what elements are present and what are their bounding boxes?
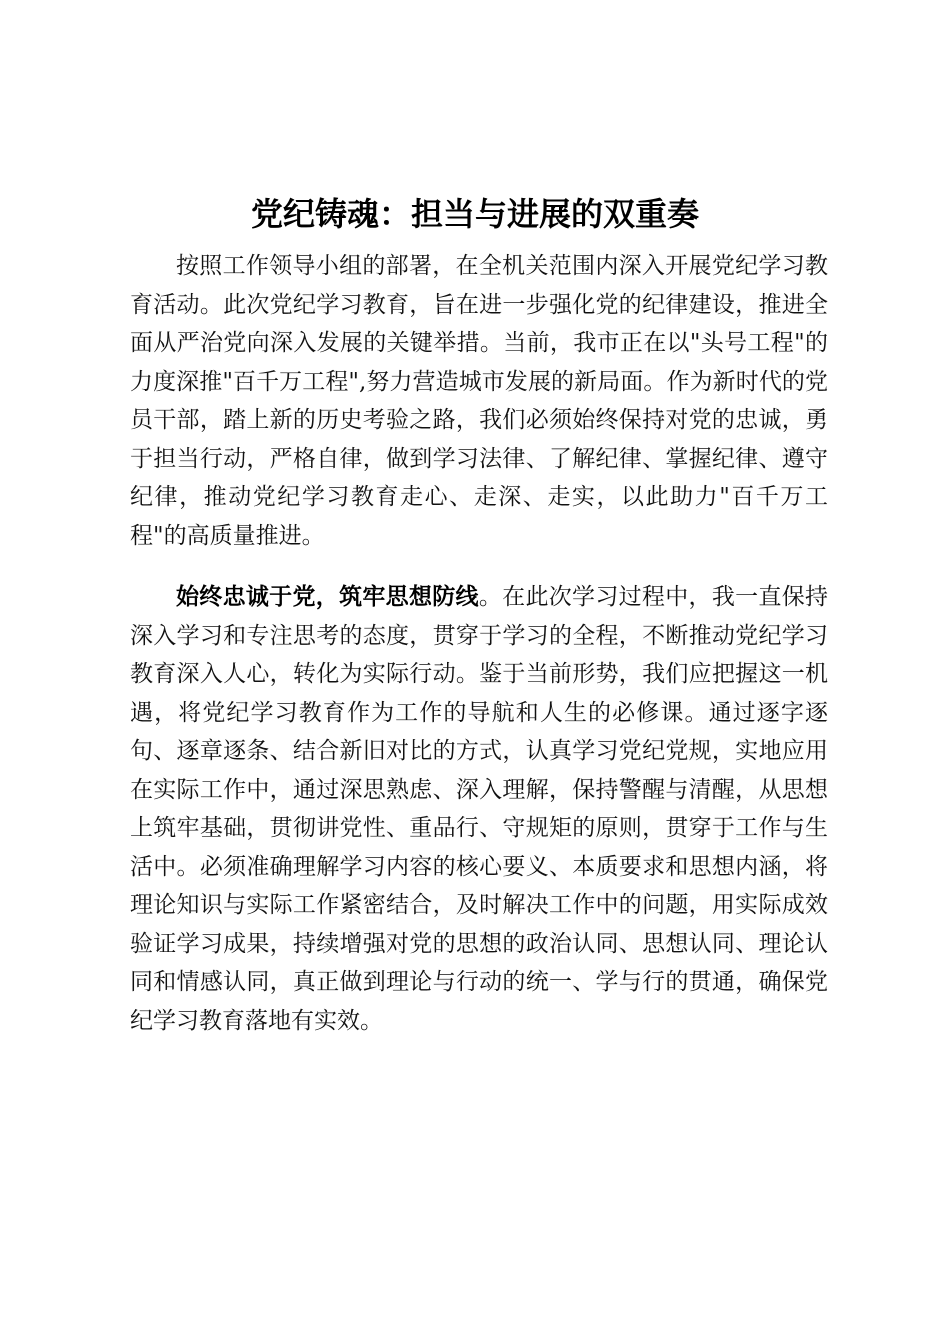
paragraph-loyalty-text: 。在此次学习过程中，我一直保持深入学习和专注思考的态度，贯穿于学习的全程，不断推动党纪学习教育深入人心，转化为实际行动。鉴于当前形势，我们应把握这一机遇，将党纪学习教育作为工作的导航和人生的必修课。通过逐字逐句、逐章逐条、结合新旧对比的方式，认真学习党纪党规，实地应用在实际工作中，通过深思熟虑、深入理解，保持警醒与清醒，从思想上筑牢基础，贯彻讲党性、重品行、守规矩的原则，贯穿于工作与生活中。必须准确理解学习内容的核心要义、本质要求和思想内涵，将理论知识与实际工作紧密结合，及时解决工作中的问题，用实际成效验证学习成果，持续增强对党的思想的政治认同、思想认同、理论认同和情感认同，真正做到理论与行动的统一、学与行的贯通，确保党纪学习教育落地有实效。 bbox=[130, 584, 829, 1034]
paragraph-intro-text: 按照工作领导小组的部署，在全机关范围内深入开展党纪学习教育活动。此次党纪学习教育，旨在进一步强化党的纪律建设，推进全面从严治党向深入发展的关键举措。当前，我市正在以"头号工程"的力度深推"百千万工程",努力营造城市发展的新局面。作为新时代的党员干部，踏上新的历史考验之路，我们必须始终保持对党的忠诚，勇于担当行动，严格自律，做到学习法律、了解纪律、掌握纪律、遵守纪律，推动党纪学习教育走心、走深、走实，以此助力"百千万工程"的高质量推进。 bbox=[130, 253, 828, 549]
document-title: 党纪铸魂：担当与进展的双重奏 bbox=[250, 195, 699, 233]
paragraph-loyalty bbox=[130, 578, 828, 1040]
paragraph-intro bbox=[130, 247, 828, 555]
paragraph-loyalty-lead: 始终忠诚于党，筑牢思想防线 bbox=[176, 584, 479, 610]
